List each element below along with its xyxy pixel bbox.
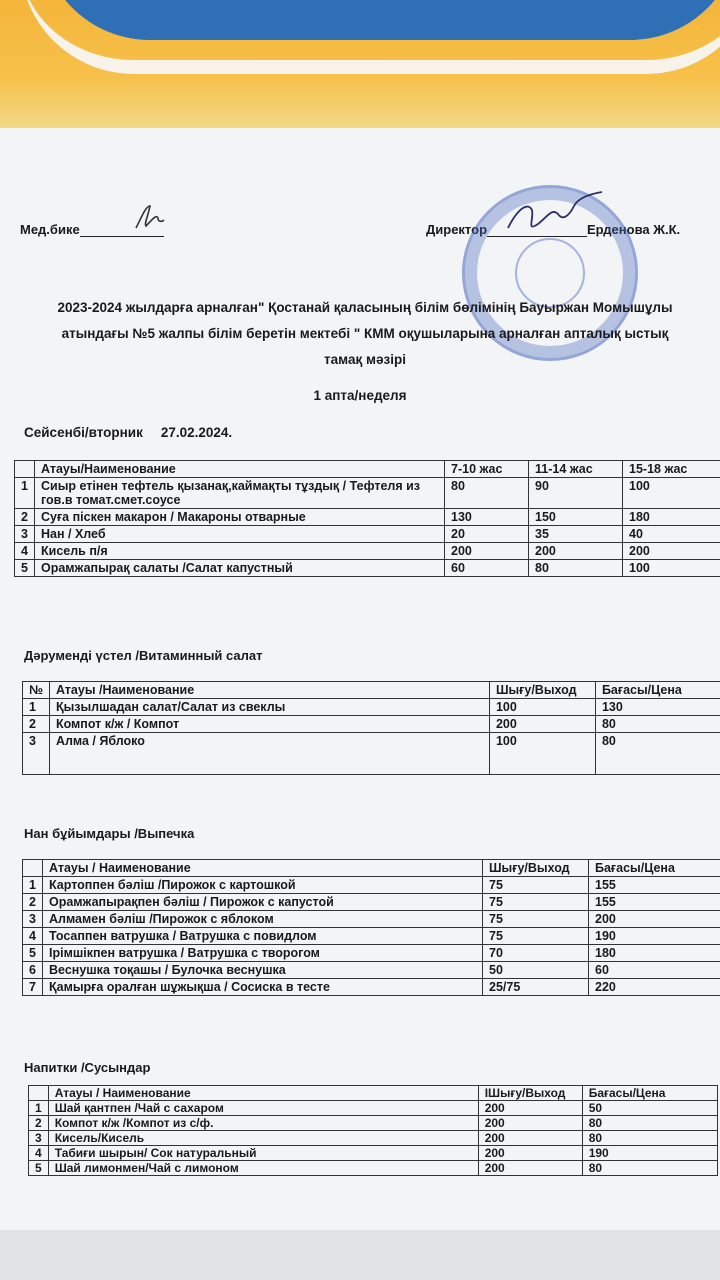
table-row	[23, 979, 720, 996]
portion-11-14: 90	[529, 478, 623, 509]
item-name: Компот к/ж /Компот из с/ф.	[48, 1116, 478, 1131]
item-output: 50	[483, 962, 589, 979]
menu-title-line-3: тамақ мәзірі	[324, 352, 406, 367]
row-number: 1	[23, 877, 43, 894]
portion-15-18: 200	[623, 543, 720, 560]
drinks-section-title: Напитки /Сусындар	[24, 1060, 151, 1075]
table-row	[23, 716, 720, 733]
menu-title-line-2: атындағы №5 жалпы білім беретін мектебі " КММ оқушыларына арналған апталық ыстық	[61, 326, 669, 341]
header-cell: Атауы / Наименование	[48, 1086, 478, 1101]
header-cell: Шығу/Выход	[483, 860, 589, 877]
item-name: Қамырға оралған шұжықша / Сосиска в тесте	[43, 979, 483, 996]
item-name: Тосаппен ватрушка / Ватрушка с повидлом	[43, 928, 483, 945]
portion-15-18: 100	[623, 560, 720, 577]
portion-15-18: 100	[623, 478, 720, 509]
item-price: 220	[589, 979, 720, 996]
header-cell: Атауы /Наименование	[49, 682, 489, 699]
item-output: 200	[478, 1161, 582, 1176]
header-cell: Атауы / Наименование	[43, 860, 483, 877]
item-output: 75	[483, 911, 589, 928]
row-number: 7	[23, 979, 43, 996]
item-name: Кисель/Кисель	[48, 1131, 478, 1146]
item-price: 80	[595, 733, 720, 775]
item-name: Веснушка тоқашы / Булочка веснушка	[43, 962, 483, 979]
row-number: 3	[15, 526, 35, 543]
portion-15-18: 40	[623, 526, 720, 543]
banner-white-arc	[20, 0, 720, 74]
menu-title-line-1: 2023-2024 жылдарға арналған" Қостанай қаласының білім бөлімінің Бауыржан Момышұлы	[57, 300, 673, 315]
item-output: 75	[483, 894, 589, 911]
header-cell: №	[23, 682, 50, 699]
header-cell: 15-18 жас	[623, 461, 720, 478]
row-number: 2	[29, 1116, 49, 1131]
item-name: Шай лимонмен/Чай с лимоном	[48, 1161, 478, 1176]
director-name: Ерденова Ж.К.	[587, 222, 681, 237]
signature-rule	[80, 236, 164, 237]
item-price: 155	[589, 894, 720, 911]
table-row	[23, 699, 720, 716]
row-number: 5	[29, 1161, 49, 1176]
item-output: 100	[489, 733, 595, 775]
portion-15-18: 180	[623, 509, 720, 526]
portion-7-10: 200	[445, 543, 529, 560]
item-name: Картоппен бәліш /Пирожок с картошкой	[43, 877, 483, 894]
portion-7-10: 80	[445, 478, 529, 509]
item-price: 80	[582, 1116, 717, 1131]
table-row	[29, 1161, 718, 1176]
header-cell: Бағасы/Цена	[582, 1086, 717, 1101]
header-cell	[15, 461, 35, 478]
item-price: 80	[582, 1161, 717, 1176]
item-output: 70	[483, 945, 589, 962]
dish-name: Суға піскен макарон / Макароны отварные	[35, 509, 445, 526]
header-cell: Бағасы/Цена	[595, 682, 720, 699]
item-name: Компот к/ж / Компот	[49, 716, 489, 733]
row-number: 1	[29, 1101, 49, 1116]
row-number: 6	[23, 962, 43, 979]
row-number: 4	[15, 543, 35, 560]
header-cell: Шығу/Выход	[489, 682, 595, 699]
item-name: Алма / Яблоко	[49, 733, 489, 775]
bakery-table	[22, 859, 720, 996]
header-cell: Бағасы/Цена	[589, 860, 720, 877]
item-name: Орамжапырақпен бәліш / Пирожок с капустой	[43, 894, 483, 911]
nurse-signature	[128, 200, 168, 234]
item-output: 200	[478, 1116, 582, 1131]
table-row	[23, 928, 720, 945]
item-price: 130	[595, 699, 720, 716]
day-name: Сейсенбі/вторник	[24, 425, 143, 440]
item-price: 190	[582, 1146, 717, 1161]
item-name: Шай қантпен /Чай с сахаром	[48, 1101, 478, 1116]
vitamin-section-title: Дәруменді үстел /Витаминный салат	[24, 648, 263, 663]
bakery-section-title: Нан бұйымдары /Выпечка	[24, 826, 195, 841]
day-date: 27.02.2024.	[160, 425, 233, 440]
sheet-bottom	[0, 1230, 720, 1280]
portion-7-10: 60	[445, 560, 529, 577]
item-name: Табиғи шырын/ Сок натуральный	[48, 1146, 478, 1161]
item-price: 180	[589, 945, 720, 962]
table-row	[29, 1131, 718, 1146]
item-price: 200	[589, 911, 720, 928]
portion-11-14: 200	[529, 543, 623, 560]
table-row	[23, 894, 720, 911]
row-number: 3	[23, 733, 50, 775]
row-number: 5	[23, 945, 43, 962]
drinks-table	[28, 1085, 718, 1176]
table-row	[15, 526, 720, 543]
vitamin-table	[22, 681, 720, 775]
main-menu-table	[14, 460, 720, 577]
dish-name: Нан / Хлеб	[35, 526, 445, 543]
table-row	[29, 1146, 718, 1161]
director-label: Директор	[426, 222, 488, 237]
item-price: 80	[582, 1131, 717, 1146]
table-row	[23, 962, 720, 979]
item-output: 200	[478, 1146, 582, 1161]
item-output: 100	[489, 699, 595, 716]
table-row	[29, 1116, 718, 1131]
portion-7-10: 20	[445, 526, 529, 543]
row-number: 2	[23, 894, 43, 911]
week-label: 1 апта/неделя	[313, 388, 407, 403]
row-number: 1	[23, 699, 50, 716]
background-banner	[0, 0, 720, 130]
table-row	[15, 543, 720, 560]
item-name: Қызылшадан салат/Салат из свеклы	[49, 699, 489, 716]
item-output: 75	[483, 928, 589, 945]
item-output: 25/75	[483, 979, 589, 996]
row-number: 5	[15, 560, 35, 577]
row-number: 4	[29, 1146, 49, 1161]
table-row	[23, 733, 720, 775]
table-header-row	[15, 461, 720, 478]
table-row	[29, 1101, 718, 1116]
director-signature	[498, 188, 608, 248]
header-cell: 11-14 жас	[529, 461, 623, 478]
table-header-row	[23, 682, 720, 699]
row-number: 2	[15, 509, 35, 526]
day-line	[24, 425, 250, 440]
item-output: 75	[483, 877, 589, 894]
dish-name: Сиыр етінен тефтель қызанақ,каймақты тұздық / Тефтеля из гов.в томат.смет.соусе	[35, 478, 445, 509]
table-row	[23, 945, 720, 962]
item-price: 80	[595, 716, 720, 733]
header-cell	[23, 860, 43, 877]
dish-name: Орамжапырақ салаты /Салат капустный	[35, 560, 445, 577]
item-name: Алмамен бәліш /Пирожок с яблоком	[43, 911, 483, 928]
header-cell: Атауы/Наименование	[35, 461, 445, 478]
row-number: 1	[15, 478, 35, 509]
dish-name: Кисель п/я	[35, 543, 445, 560]
portion-7-10: 130	[445, 509, 529, 526]
portion-11-14: 80	[529, 560, 623, 577]
portion-11-14: 35	[529, 526, 623, 543]
row-number: 3	[29, 1131, 49, 1146]
row-number: 4	[23, 928, 43, 945]
table-row	[15, 478, 720, 509]
item-output: 200	[478, 1131, 582, 1146]
header-cell: 7-10 жас	[445, 461, 529, 478]
table-header-row	[23, 860, 720, 877]
item-output: 200	[489, 716, 595, 733]
portion-11-14: 150	[529, 509, 623, 526]
table-header-row	[29, 1086, 718, 1101]
row-number: 2	[23, 716, 50, 733]
row-number: 3	[23, 911, 43, 928]
table-row	[15, 509, 720, 526]
nurse-label: Мед.бике	[20, 222, 80, 237]
item-name: Ірімшікпен ватрушка / Ватрушка с творогом	[43, 945, 483, 962]
item-price: 190	[589, 928, 720, 945]
item-output: 200	[478, 1101, 582, 1116]
item-price: 155	[589, 877, 720, 894]
item-price: 60	[589, 962, 720, 979]
table-row	[23, 911, 720, 928]
table-row	[23, 877, 720, 894]
header-cell	[29, 1086, 49, 1101]
table-row	[15, 560, 720, 577]
header-cell: ІШығу/Выход	[478, 1086, 582, 1101]
item-price: 50	[582, 1101, 717, 1116]
